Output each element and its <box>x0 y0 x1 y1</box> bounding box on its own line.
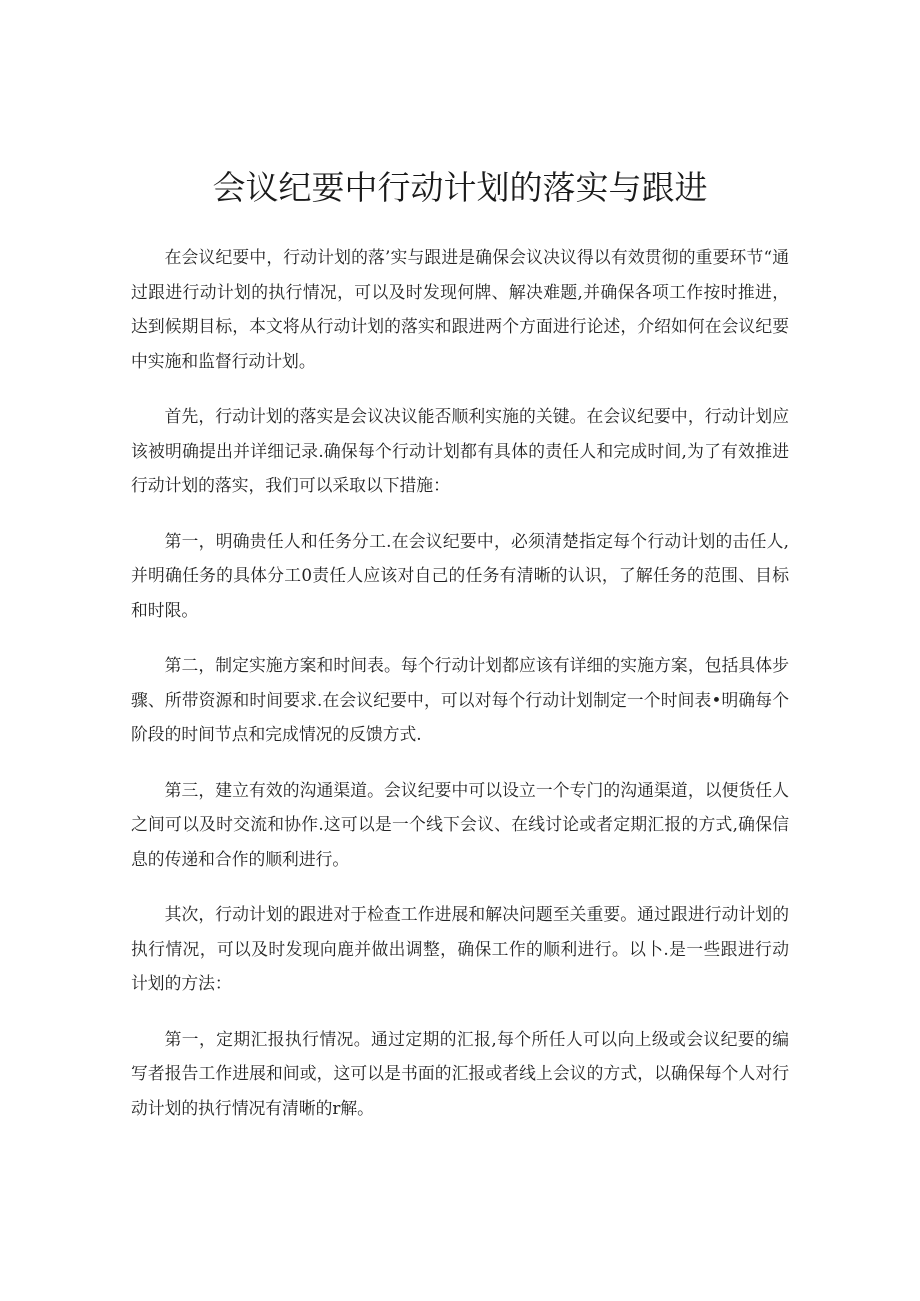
document-body <box>131 240 789 1146</box>
paragraph: 在会议纪要中，行动计划的落’实与跟进是确保会议决议得以有效贯彻的重要环节“通过跟进行动计划的执行情况，可以及时发现何牌、解决难题,并确保各项工作按时推进，达到候期目标，本文将从行动计划的落实和跟进两个方面进行论述，介绍如何在会议纪要中实施和监督行动计划。 <box>131 247 789 371</box>
paragraph: 第一，定期汇报执行情况。通过定期的汇报,每个所任人可以向上级或会议纪要的编写者报告工作进展和间或，这可以是书面的汇报或者线上会议的方式，以确保每个人对行动计划的执行情况有清晰的r解。 <box>131 1028 789 1118</box>
paragraph: 第三，建立有效的沟通渠道。会议纪要中可以设立一个专门的沟通渠道，以便货任人之间可以及时交流和协作.这可以是一个线下会议、在线讨论或者定期汇报的方式,确保信息的传递和合作的顺利进行。 <box>131 779 789 869</box>
paragraph: 第一，明确贵任人和任务分工.在会议纪要中，必须清楚指定每个行动计划的击任人,并明确任务的具体分工0责任人应该对自己的任务有清晰的认识，了解任务的范围、目标和时限。 <box>131 530 789 620</box>
paragraph: 首先，行动计划的落实是会议决议能否顺利实施的关键。在会议纪要中，行动计划应该被明确提出并详细记录.确保每个行动计划都有具体的责任人和完成时间,为了有效推进行动计划的落实，我们可以采取以下措施： <box>131 406 789 495</box>
document-title: 会议纪要中行动计划的落实与跟进 <box>212 168 708 207</box>
paragraph: 其次，行动计划的跟进对于检查工作进展和解决问题至关重要。通过跟进行动计划的执行情况，可以及时发现向鹿并做出调整，确保工作的顺利进行。以卜.是一些跟进行动计划的方法： <box>131 904 789 993</box>
paragraph: 第二，制定实施方案和时间表。每个行动计划都应该有详细的实施方案，包括具体步骤、所带资源和时间要求.在会议纪要中，可以对每个行动计划制定一个时间表•明确每个阶段的时间节点和完成情况的反馈方式. <box>131 655 789 744</box>
